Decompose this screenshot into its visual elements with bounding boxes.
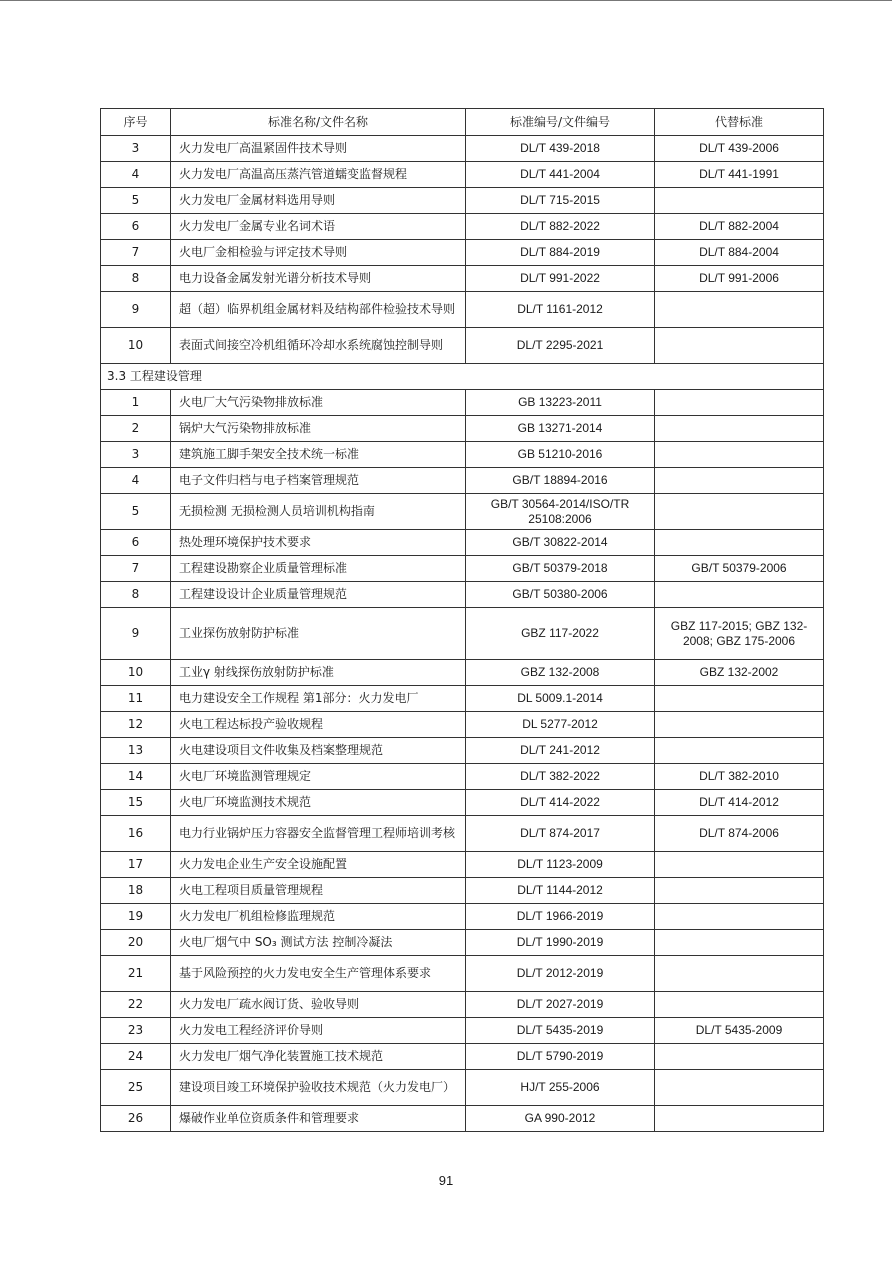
- cell-code: DL/T 1161-2012: [466, 292, 655, 328]
- cell-no: 8: [101, 582, 171, 608]
- cell-no: 14: [101, 764, 171, 790]
- section-row: [101, 364, 824, 390]
- cell-code: GB/T 30564-2014/ISO/TR 25108:2006: [466, 494, 655, 530]
- cell-code: DL/T 1990-2019: [466, 930, 655, 956]
- cell-no: 9: [101, 608, 171, 660]
- cell-name: 表面式间接空冷机组循环冷却水系统腐蚀控制导则: [171, 328, 466, 364]
- cell-replaces: [655, 1044, 824, 1070]
- cell-replaces: [655, 582, 824, 608]
- cell-name: 火力发电厂高温高压蒸汽管道蠕变监督规程: [171, 162, 466, 188]
- cell-replaces: [655, 930, 824, 956]
- cell-replaces: DL/T 874-2006: [655, 816, 824, 852]
- cell-name: 锅炉大气污染物排放标准: [171, 416, 466, 442]
- cell-code: DL/T 884-2019: [466, 240, 655, 266]
- header-name: 标准名称/文件名称: [171, 109, 466, 136]
- cell-code: GBZ 117-2022: [466, 608, 655, 660]
- cell-name: 火力发电厂高温紧固件技术导则: [171, 136, 466, 162]
- table-row: [101, 582, 824, 608]
- cell-no: 7: [101, 240, 171, 266]
- cell-code: GBZ 132-2008: [466, 660, 655, 686]
- cell-code: GB/T 30822-2014: [466, 530, 655, 556]
- cell-name: 工业γ 射线探伤放射防护标准: [171, 660, 466, 686]
- cell-replaces: [655, 992, 824, 1018]
- cell-code: DL/T 1123-2009: [466, 852, 655, 878]
- cell-code: GA 990-2012: [466, 1106, 655, 1132]
- cell-no: 3: [101, 442, 171, 468]
- cell-name: 超（超）临界机组金属材料及结构部件检验技术导则: [171, 292, 466, 328]
- cell-no: 11: [101, 686, 171, 712]
- cell-code: GB/T 18894-2016: [466, 468, 655, 494]
- table-row: [101, 530, 824, 556]
- cell-code: HJ/T 255-2006: [466, 1070, 655, 1106]
- cell-replaces: [655, 712, 824, 738]
- cell-no: 26: [101, 1106, 171, 1132]
- page-top-border: [0, 0, 892, 1]
- cell-name: 火力发电厂烟气净化装置施工技术规范: [171, 1044, 466, 1070]
- table-row: [101, 240, 824, 266]
- cell-code: GB 13271-2014: [466, 416, 655, 442]
- cell-name: 火力发电工程经济评价导则: [171, 1018, 466, 1044]
- cell-no: 7: [101, 556, 171, 582]
- cell-no: 10: [101, 328, 171, 364]
- cell-name: 火力发电企业生产安全设施配置: [171, 852, 466, 878]
- cell-name: 爆破作业单位资质条件和管理要求: [171, 1106, 466, 1132]
- cell-name: 火电厂大气污染物排放标准: [171, 390, 466, 416]
- table-row: [101, 1018, 824, 1044]
- table-row: [101, 136, 824, 162]
- cell-replaces: [655, 530, 824, 556]
- header-no: 序号: [101, 109, 171, 136]
- table-row: [101, 764, 824, 790]
- cell-replaces: [655, 390, 824, 416]
- cell-no: 2: [101, 416, 171, 442]
- cell-code: DL/T 2295-2021: [466, 328, 655, 364]
- cell-no: 13: [101, 738, 171, 764]
- table-row: [101, 1106, 824, 1132]
- cell-code: DL 5277-2012: [466, 712, 655, 738]
- cell-replaces: DL/T 441-1991: [655, 162, 824, 188]
- table-section: [101, 364, 824, 390]
- cell-replaces: [655, 494, 824, 530]
- cell-replaces: DL/T 5435-2009: [655, 1018, 824, 1044]
- cell-name: 火力发电厂金属专业名词术语: [171, 214, 466, 240]
- cell-name: 建设项目竣工环境保护验收技术规范（火力发电厂）: [171, 1070, 466, 1106]
- table-row: [101, 1044, 824, 1070]
- cell-code: DL/T 1144-2012: [466, 878, 655, 904]
- cell-replaces: [655, 904, 824, 930]
- page-number: 91: [438, 1173, 454, 1188]
- cell-replaces: [655, 292, 824, 328]
- cell-replaces: DL/T 991-2006: [655, 266, 824, 292]
- cell-code: DL/T 414-2022: [466, 790, 655, 816]
- table-body-part-a: [101, 136, 824, 364]
- cell-no: 16: [101, 816, 171, 852]
- cell-code: DL 5009.1-2014: [466, 686, 655, 712]
- header-code: 标准编号/文件编号: [466, 109, 655, 136]
- cell-no: 21: [101, 956, 171, 992]
- table-header-row: [101, 109, 824, 136]
- cell-name: 电力设备金属发射光谱分析技术导则: [171, 266, 466, 292]
- cell-no: 10: [101, 660, 171, 686]
- cell-replaces: DL/T 884-2004: [655, 240, 824, 266]
- cell-replaces: [655, 188, 824, 214]
- table-row: [101, 266, 824, 292]
- cell-code: DL/T 439-2018: [466, 136, 655, 162]
- table-row: [101, 878, 824, 904]
- section-title: 3.3 工程建设管理: [101, 364, 824, 390]
- table-row: [101, 956, 824, 992]
- cell-name: 火力发电厂金属材料选用导则: [171, 188, 466, 214]
- table-row: [101, 790, 824, 816]
- cell-no: 12: [101, 712, 171, 738]
- cell-code: DL/T 441-2004: [466, 162, 655, 188]
- table-row: [101, 468, 824, 494]
- cell-name: 工程建设勘察企业质量管理标准: [171, 556, 466, 582]
- cell-replaces: [655, 852, 824, 878]
- cell-code: DL/T 2027-2019: [466, 992, 655, 1018]
- cell-no: 6: [101, 214, 171, 240]
- cell-replaces: [655, 328, 824, 364]
- cell-name: 建筑施工脚手架安全技术统一标准: [171, 442, 466, 468]
- cell-no: 4: [101, 162, 171, 188]
- cell-no: 20: [101, 930, 171, 956]
- cell-name: 火电厂烟气中 SO₃ 测试方法 控制冷凝法: [171, 930, 466, 956]
- table-row: [101, 494, 824, 530]
- cell-code: GB/T 50380-2006: [466, 582, 655, 608]
- table-row: [101, 292, 824, 328]
- table-body-part-b: [101, 390, 824, 1132]
- table-row: [101, 188, 824, 214]
- cell-no: 3: [101, 136, 171, 162]
- cell-name: 火力发电厂机组检修监理规范: [171, 904, 466, 930]
- cell-name: 电力建设安全工作规程 第1部分：火力发电厂: [171, 686, 466, 712]
- cell-name: 基于风险预控的火力发电安全生产管理体系要求: [171, 956, 466, 992]
- table-row: [101, 556, 824, 582]
- cell-no: 22: [101, 992, 171, 1018]
- cell-no: 19: [101, 904, 171, 930]
- cell-name: 热处理环境保护技术要求: [171, 530, 466, 556]
- cell-name: 火电厂环境监测管理规定: [171, 764, 466, 790]
- cell-replaces: [655, 738, 824, 764]
- cell-code: DL/T 715-2015: [466, 188, 655, 214]
- cell-name: 电力行业锅炉压力容器安全监督管理工程师培训考核: [171, 816, 466, 852]
- table-row: [101, 904, 824, 930]
- cell-code: GB 13223-2011: [466, 390, 655, 416]
- cell-no: 15: [101, 790, 171, 816]
- cell-code: DL/T 2012-2019: [466, 956, 655, 992]
- table-row: [101, 660, 824, 686]
- table-row: [101, 852, 824, 878]
- cell-no: 8: [101, 266, 171, 292]
- cell-no: 18: [101, 878, 171, 904]
- header-replaces: 代替标准: [655, 109, 824, 136]
- table-row: [101, 608, 824, 660]
- cell-no: 17: [101, 852, 171, 878]
- cell-name: 火电工程项目质量管理规程: [171, 878, 466, 904]
- table-row: [101, 1070, 824, 1106]
- cell-no: 24: [101, 1044, 171, 1070]
- cell-no: 1: [101, 390, 171, 416]
- cell-no: 6: [101, 530, 171, 556]
- table-row: [101, 738, 824, 764]
- cell-replaces: DL/T 439-2006: [655, 136, 824, 162]
- table-row: [101, 442, 824, 468]
- cell-name: 电子文件归档与电子档案管理规范: [171, 468, 466, 494]
- cell-name: 工程建设设计企业质量管理规范: [171, 582, 466, 608]
- cell-code: GB/T 50379-2018: [466, 556, 655, 582]
- cell-no: 25: [101, 1070, 171, 1106]
- cell-replaces: GB/T 50379-2006: [655, 556, 824, 582]
- cell-replaces: DL/T 414-2012: [655, 790, 824, 816]
- cell-replaces: [655, 468, 824, 494]
- cell-no: 5: [101, 494, 171, 530]
- cell-name: 火电建设项目文件收集及档案整理规范: [171, 738, 466, 764]
- cell-no: 9: [101, 292, 171, 328]
- table-row: [101, 390, 824, 416]
- cell-replaces: DL/T 382-2010: [655, 764, 824, 790]
- table-row: [101, 328, 824, 364]
- table-row: [101, 816, 824, 852]
- cell-code: GB 51210-2016: [466, 442, 655, 468]
- table-row: [101, 214, 824, 240]
- cell-replaces: DL/T 882-2004: [655, 214, 824, 240]
- cell-name: 无损检测 无损检测人员培训机构指南: [171, 494, 466, 530]
- cell-replaces: [655, 956, 824, 992]
- cell-replaces: [655, 416, 824, 442]
- table-row: [101, 416, 824, 442]
- table-row: [101, 686, 824, 712]
- cell-replaces: [655, 1070, 824, 1106]
- cell-replaces: [655, 1106, 824, 1132]
- cell-code: DL/T 5435-2019: [466, 1018, 655, 1044]
- cell-name: 火电工程达标投产验收规程: [171, 712, 466, 738]
- cell-replaces: [655, 878, 824, 904]
- cell-name: 火力发电厂疏水阀订货、验收导则: [171, 992, 466, 1018]
- standards-table: [100, 108, 824, 1132]
- table-row: [101, 930, 824, 956]
- table-row: [101, 162, 824, 188]
- cell-code: DL/T 5790-2019: [466, 1044, 655, 1070]
- cell-no: 5: [101, 188, 171, 214]
- cell-name: 火电厂环境监测技术规范: [171, 790, 466, 816]
- table-row: [101, 992, 824, 1018]
- cell-name: 工业探伤放射防护标准: [171, 608, 466, 660]
- cell-no: 4: [101, 468, 171, 494]
- cell-code: DL/T 991-2022: [466, 266, 655, 292]
- cell-code: DL/T 882-2022: [466, 214, 655, 240]
- cell-replaces: [655, 686, 824, 712]
- cell-code: DL/T 874-2017: [466, 816, 655, 852]
- cell-name: 火电厂金相检验与评定技术导则: [171, 240, 466, 266]
- cell-code: DL/T 1966-2019: [466, 904, 655, 930]
- cell-code: DL/T 382-2022: [466, 764, 655, 790]
- cell-replaces: GBZ 117-2015; GBZ 132-2008; GBZ 175-2006: [655, 608, 824, 660]
- cell-replaces: [655, 442, 824, 468]
- cell-replaces: GBZ 132-2002: [655, 660, 824, 686]
- table-row: [101, 712, 824, 738]
- cell-code: DL/T 241-2012: [466, 738, 655, 764]
- cell-no: 23: [101, 1018, 171, 1044]
